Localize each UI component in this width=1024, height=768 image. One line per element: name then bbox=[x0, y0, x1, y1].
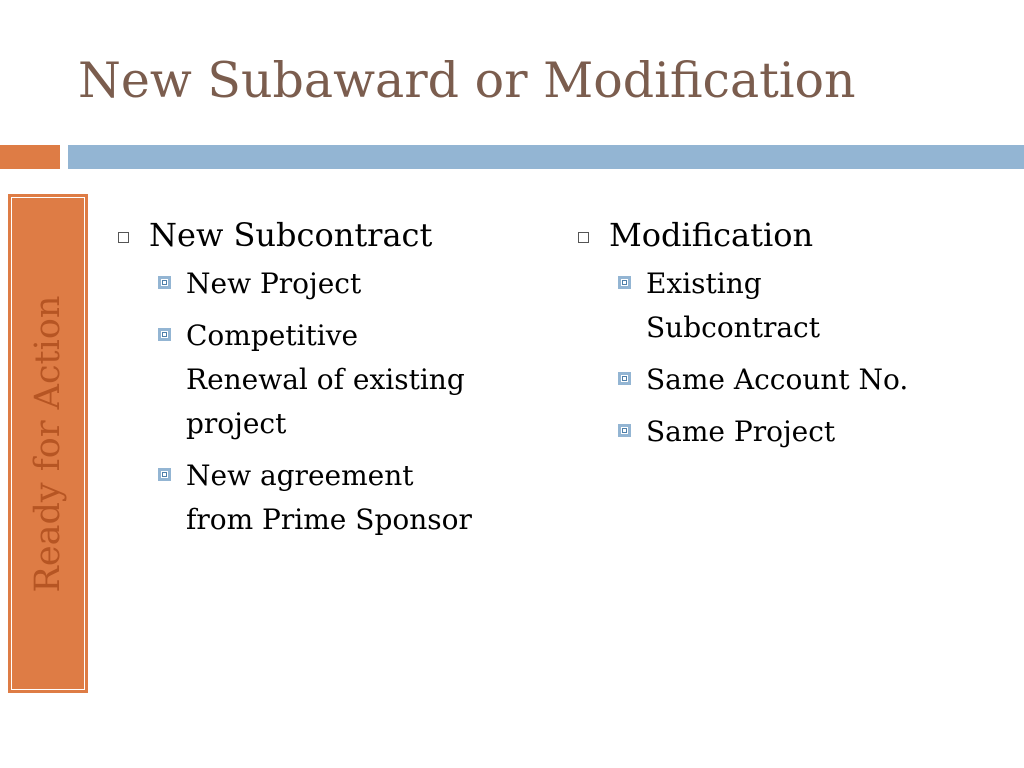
square-bullet-icon bbox=[578, 232, 589, 243]
sub-bullet-line: Same Project bbox=[646, 415, 836, 448]
blue-square-bullet-icon bbox=[158, 468, 171, 481]
sub-bullet-line: Renewal of existing bbox=[186, 363, 465, 396]
title-rule-blue bbox=[68, 145, 1024, 169]
column-new-subcontract bbox=[118, 212, 538, 550]
sub-bullet-item bbox=[118, 454, 538, 542]
blue-square-bullet-icon bbox=[618, 372, 631, 385]
sub-bullet-line: New agreement bbox=[186, 459, 414, 492]
sub-bullet-line: Existing bbox=[646, 267, 762, 300]
sub-bullet-item bbox=[578, 358, 1008, 402]
sub-bullet-list bbox=[578, 262, 1008, 454]
sub-bullet-item bbox=[118, 314, 538, 446]
sub-bullet-item bbox=[578, 262, 1008, 350]
bullet-heading bbox=[578, 212, 1008, 258]
column-modification bbox=[578, 212, 1008, 462]
side-panel-label: Ready for Action bbox=[28, 295, 68, 592]
blue-square-bullet-icon bbox=[618, 424, 631, 437]
sub-bullet-line: Same Account No. bbox=[646, 363, 909, 396]
blue-square-bullet-icon bbox=[158, 328, 171, 341]
blue-square-bullet-icon bbox=[158, 276, 171, 289]
sub-bullet-item bbox=[578, 410, 1008, 454]
sub-bullet-line: New Project bbox=[186, 267, 362, 300]
blue-square-bullet-icon bbox=[618, 276, 631, 289]
bullet-heading bbox=[118, 212, 538, 258]
sub-bullet-item bbox=[118, 262, 538, 306]
sub-bullet-line: from Prime Sponsor bbox=[186, 503, 472, 536]
sub-bullet-line: project bbox=[186, 407, 287, 440]
sub-bullet-line: Subcontract bbox=[646, 311, 820, 344]
bullet-heading-text: Modification bbox=[609, 216, 814, 254]
side-panel bbox=[8, 194, 88, 693]
title-rule-orange bbox=[0, 145, 60, 169]
sub-bullet-line: Competitive bbox=[186, 319, 359, 352]
sub-bullet-list bbox=[118, 262, 538, 542]
square-bullet-icon bbox=[118, 232, 129, 243]
bullet-heading-text: New Subcontract bbox=[149, 216, 433, 254]
slide-title: New Subaward or Modification bbox=[78, 52, 856, 109]
